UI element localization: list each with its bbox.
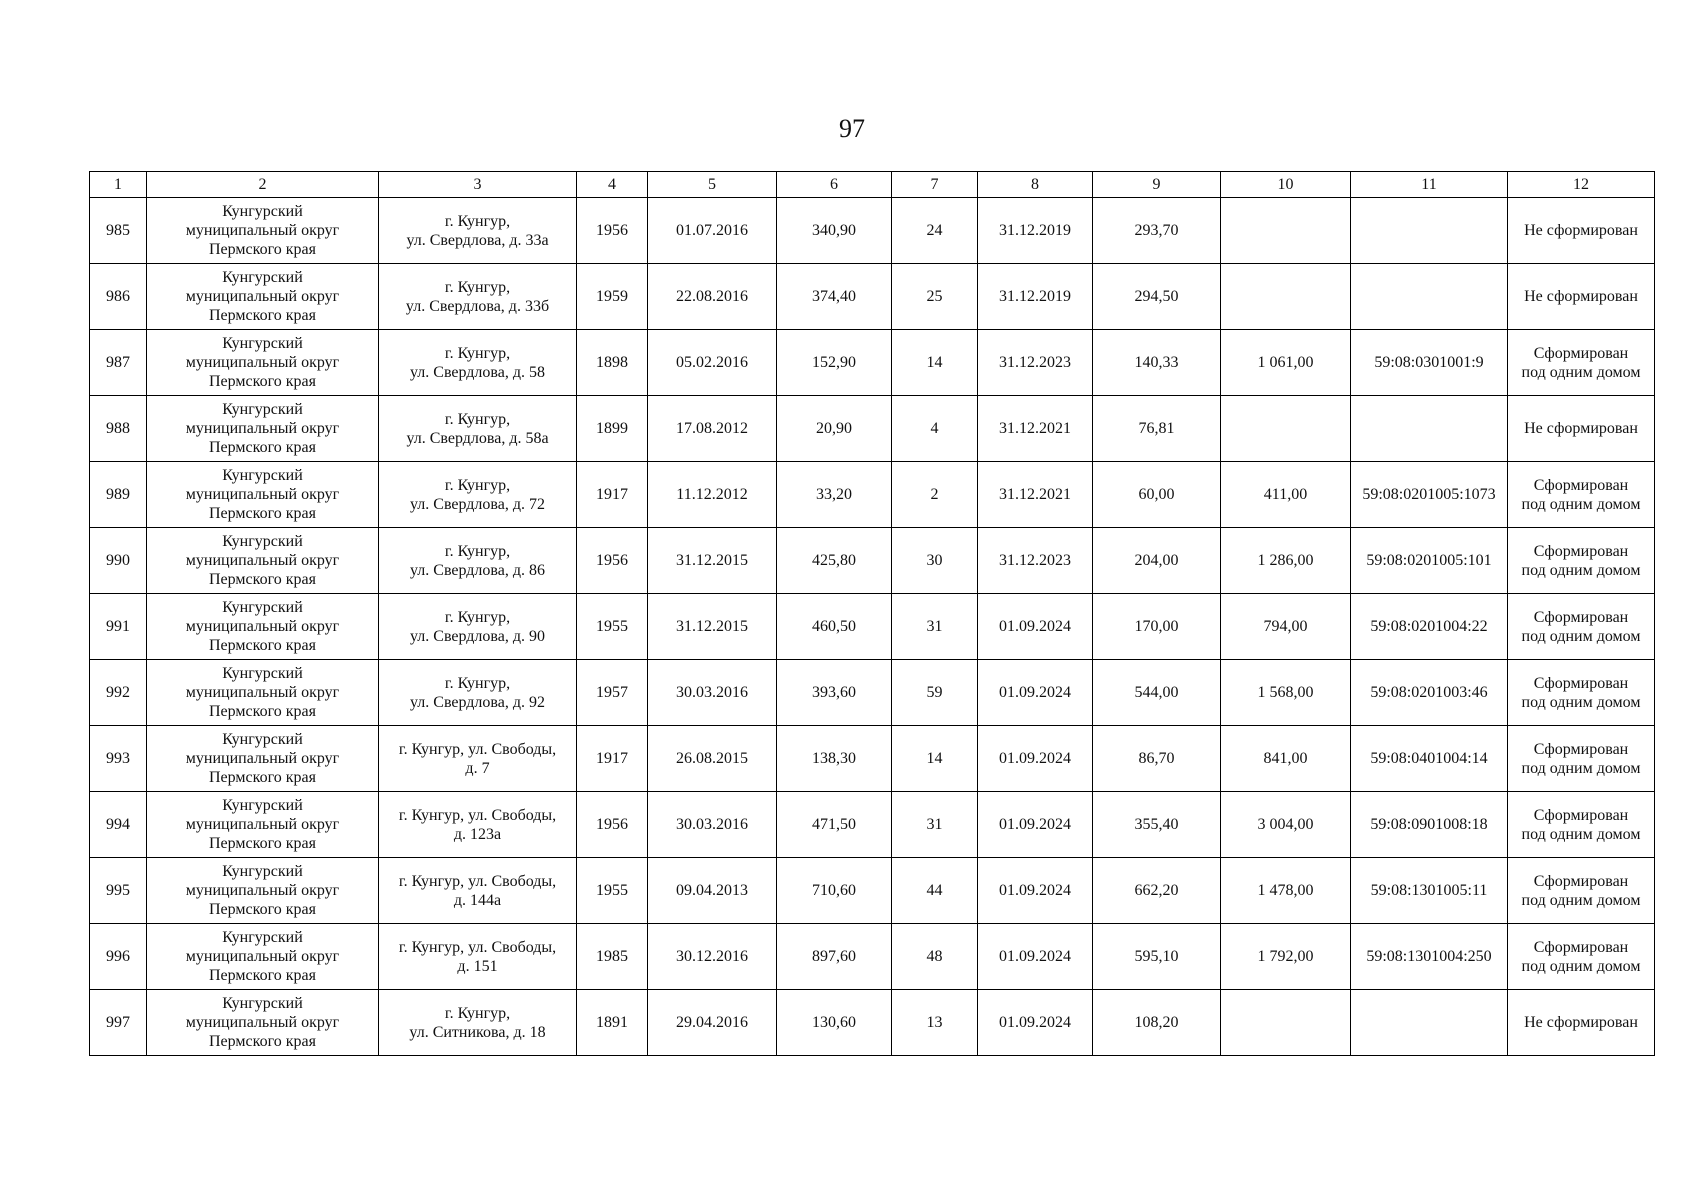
living-area-cell: 204,00 bbox=[1093, 528, 1221, 594]
address-line: ул. Свердлова, д. 92 bbox=[409, 693, 545, 711]
cadastral-number-cell: 59:08:1301004:250 bbox=[1351, 924, 1508, 990]
column-header: 1 bbox=[90, 172, 147, 198]
municipality-cell bbox=[147, 330, 379, 396]
construction-year-cell: 1957 bbox=[577, 660, 648, 726]
living-area-cell: 60,00 bbox=[1093, 462, 1221, 528]
land-status-line: Сформирован bbox=[1533, 806, 1629, 824]
recognition-date-cell: 22.08.2016 bbox=[648, 264, 777, 330]
land-area-cell: 1 478,00 bbox=[1221, 858, 1351, 924]
recognition-date-cell: 26.08.2015 bbox=[648, 726, 777, 792]
table-row bbox=[90, 924, 1655, 990]
cadastral-number-cell: 59:08:1301005:11 bbox=[1351, 858, 1508, 924]
living-area-cell: 595,10 bbox=[1093, 924, 1221, 990]
table-row bbox=[90, 594, 1655, 660]
column-header: 12 bbox=[1508, 172, 1655, 198]
land-status-line: под одним домом bbox=[1521, 561, 1641, 579]
residents-cell: 31 bbox=[892, 792, 978, 858]
cadastral-number-cell: 59:08:0201005:101 bbox=[1351, 528, 1508, 594]
municipality-line: Пермского края bbox=[209, 373, 316, 390]
municipality-cell bbox=[147, 528, 379, 594]
construction-year-cell: 1956 bbox=[577, 528, 648, 594]
area-cell: 130,60 bbox=[777, 990, 892, 1056]
construction-year-cell: 1917 bbox=[577, 726, 648, 792]
table-row bbox=[90, 858, 1655, 924]
residents-cell: 4 bbox=[892, 396, 978, 462]
land-status-cell bbox=[1508, 528, 1655, 594]
municipality-line: муниципальный округ bbox=[185, 816, 340, 833]
page-number: 97 bbox=[839, 114, 865, 143]
deadline-cell: 01.09.2024 bbox=[978, 990, 1093, 1056]
address-cell bbox=[379, 792, 577, 858]
area-cell: 425,80 bbox=[777, 528, 892, 594]
municipality-line: Кунгурский bbox=[222, 731, 303, 748]
land-area-cell: 794,00 bbox=[1221, 594, 1351, 660]
land-area-cell: 1 568,00 bbox=[1221, 660, 1351, 726]
cadastral-number-cell bbox=[1351, 198, 1508, 264]
address-cell bbox=[379, 990, 577, 1056]
address-cell bbox=[379, 396, 577, 462]
address-line: г. Кунгур, ул. Свободы, bbox=[398, 806, 557, 824]
municipality-line: Кунгурский bbox=[222, 401, 303, 418]
municipality-line: Пермского края bbox=[209, 307, 316, 324]
deadline-cell: 31.12.2021 bbox=[978, 396, 1093, 462]
municipality-cell bbox=[147, 858, 379, 924]
construction-year-cell: 1956 bbox=[577, 792, 648, 858]
recognition-date-cell: 11.12.2012 bbox=[648, 462, 777, 528]
area-cell: 710,60 bbox=[777, 858, 892, 924]
table-body bbox=[90, 198, 1655, 1056]
address-line: г. Кунгур, bbox=[444, 1004, 511, 1022]
column-header: 8 bbox=[978, 172, 1093, 198]
municipality-line: муниципальный округ bbox=[185, 354, 340, 371]
recognition-date-cell: 09.04.2013 bbox=[648, 858, 777, 924]
residents-cell: 44 bbox=[892, 858, 978, 924]
recognition-date-cell: 31.12.2015 bbox=[648, 528, 777, 594]
municipality-line: муниципальный округ bbox=[185, 618, 340, 635]
area-cell: 374,40 bbox=[777, 264, 892, 330]
cadastral-number-cell bbox=[1351, 264, 1508, 330]
land-status-cell bbox=[1508, 726, 1655, 792]
construction-year-cell: 1898 bbox=[577, 330, 648, 396]
address-line: д. 123а bbox=[453, 825, 502, 843]
area-cell: 152,90 bbox=[777, 330, 892, 396]
municipality-cell bbox=[147, 594, 379, 660]
land-area-cell bbox=[1221, 264, 1351, 330]
living-area-cell: 140,33 bbox=[1093, 330, 1221, 396]
area-cell: 20,90 bbox=[777, 396, 892, 462]
table-row bbox=[90, 396, 1655, 462]
address-line: г. Кунгур, bbox=[444, 542, 511, 560]
land-status-line: Не сформирован bbox=[1524, 1014, 1638, 1031]
row-number-cell: 995 bbox=[90, 858, 147, 924]
municipality-cell bbox=[147, 990, 379, 1056]
municipality-line: Кунгурский bbox=[222, 467, 303, 484]
address-cell bbox=[379, 660, 577, 726]
municipality-line: Пермского края bbox=[209, 835, 316, 852]
land-status-line: Сформирован bbox=[1533, 674, 1629, 692]
municipality-line: муниципальный округ bbox=[185, 222, 340, 239]
living-area-cell: 294,50 bbox=[1093, 264, 1221, 330]
address-cell bbox=[379, 858, 577, 924]
land-status-cell bbox=[1508, 264, 1655, 330]
land-status-line: под одним домом bbox=[1521, 957, 1641, 975]
municipality-line: Кунгурский bbox=[222, 269, 303, 286]
deadline-cell: 01.09.2024 bbox=[978, 924, 1093, 990]
address-line: г. Кунгур, ул. Свободы, bbox=[398, 938, 557, 956]
land-status-cell bbox=[1508, 594, 1655, 660]
residents-cell: 48 bbox=[892, 924, 978, 990]
municipality-line: Кунгурский bbox=[222, 797, 303, 814]
registry-table bbox=[89, 171, 1655, 1056]
address-cell bbox=[379, 264, 577, 330]
municipality-line: муниципальный округ bbox=[185, 1014, 340, 1031]
deadline-cell: 31.12.2021 bbox=[978, 462, 1093, 528]
address-cell bbox=[379, 198, 577, 264]
residents-cell: 14 bbox=[892, 330, 978, 396]
area-cell: 393,60 bbox=[777, 660, 892, 726]
cadastral-number-cell: 59:08:0301001:9 bbox=[1351, 330, 1508, 396]
construction-year-cell: 1955 bbox=[577, 594, 648, 660]
row-number-cell: 987 bbox=[90, 330, 147, 396]
row-number-cell: 985 bbox=[90, 198, 147, 264]
recognition-date-cell: 30.03.2016 bbox=[648, 792, 777, 858]
address-line: ул. Ситникова, д. 18 bbox=[409, 1023, 546, 1041]
land-status-line: Сформирован bbox=[1533, 476, 1629, 494]
land-status-line: Сформирован bbox=[1533, 938, 1629, 956]
land-status-cell bbox=[1508, 330, 1655, 396]
address-cell bbox=[379, 462, 577, 528]
municipality-line: муниципальный округ bbox=[185, 750, 340, 767]
address-line: г. Кунгур, bbox=[444, 674, 511, 692]
cadastral-number-cell bbox=[1351, 396, 1508, 462]
recognition-date-cell: 31.12.2015 bbox=[648, 594, 777, 660]
deadline-cell: 31.12.2023 bbox=[978, 528, 1093, 594]
address-line: ул. Свердлова, д. 33а bbox=[406, 231, 549, 249]
table-row bbox=[90, 528, 1655, 594]
land-status-line: под одним домом bbox=[1521, 495, 1641, 513]
land-status-cell bbox=[1508, 396, 1655, 462]
municipality-cell bbox=[147, 462, 379, 528]
table-row bbox=[90, 792, 1655, 858]
land-status-cell bbox=[1508, 858, 1655, 924]
municipality-line: Пермского края bbox=[209, 1033, 316, 1050]
address-line: д. 144а bbox=[453, 891, 502, 909]
land-status-line: под одним домом bbox=[1521, 363, 1641, 381]
row-number-cell: 991 bbox=[90, 594, 147, 660]
living-area-cell: 108,20 bbox=[1093, 990, 1221, 1056]
municipality-line: Пермского края bbox=[209, 439, 316, 456]
row-number-cell: 989 bbox=[90, 462, 147, 528]
column-header: 9 bbox=[1093, 172, 1221, 198]
row-number-cell: 993 bbox=[90, 726, 147, 792]
address-line: ул. Свердлова, д. 33б bbox=[405, 297, 550, 315]
land-status-line: Сформирован bbox=[1533, 542, 1629, 560]
living-area-cell: 86,70 bbox=[1093, 726, 1221, 792]
land-status-line: Не сформирован bbox=[1524, 222, 1638, 239]
recognition-date-cell: 30.03.2016 bbox=[648, 660, 777, 726]
table-row bbox=[90, 660, 1655, 726]
land-status-line: под одним домом bbox=[1521, 759, 1641, 777]
municipality-line: Пермского края bbox=[209, 967, 316, 984]
construction-year-cell: 1955 bbox=[577, 858, 648, 924]
land-area-cell bbox=[1221, 990, 1351, 1056]
municipality-line: Пермского края bbox=[209, 703, 316, 720]
deadline-cell: 01.09.2024 bbox=[978, 726, 1093, 792]
land-status-line: Сформирован bbox=[1533, 344, 1629, 362]
column-header: 10 bbox=[1221, 172, 1351, 198]
address-line: г. Кунгур, bbox=[444, 410, 511, 428]
land-status-line: Не сформирован bbox=[1524, 420, 1638, 437]
row-number-cell: 994 bbox=[90, 792, 147, 858]
municipality-line: Кунгурский bbox=[222, 203, 303, 220]
address-line: ул. Свердлова, д. 90 bbox=[409, 627, 545, 645]
address-cell bbox=[379, 330, 577, 396]
header-row bbox=[90, 172, 1655, 198]
cadastral-number-cell: 59:08:0201004:22 bbox=[1351, 594, 1508, 660]
land-status-cell bbox=[1508, 924, 1655, 990]
address-cell bbox=[379, 726, 577, 792]
residents-cell: 24 bbox=[892, 198, 978, 264]
row-number-cell: 988 bbox=[90, 396, 147, 462]
residents-cell: 13 bbox=[892, 990, 978, 1056]
land-status-cell bbox=[1508, 990, 1655, 1056]
address-line: г. Кунгур, bbox=[444, 344, 511, 362]
column-header: 11 bbox=[1351, 172, 1508, 198]
living-area-cell: 293,70 bbox=[1093, 198, 1221, 264]
municipality-line: муниципальный округ bbox=[185, 420, 340, 437]
cadastral-number-cell: 59:08:0201003:46 bbox=[1351, 660, 1508, 726]
area-cell: 471,50 bbox=[777, 792, 892, 858]
address-cell bbox=[379, 594, 577, 660]
municipality-line: Кунгурский bbox=[222, 533, 303, 550]
municipality-line: Кунгурский bbox=[222, 335, 303, 352]
row-number-cell: 996 bbox=[90, 924, 147, 990]
address-line: г. Кунгур, ул. Свободы, bbox=[398, 740, 557, 758]
address-line: д. 7 bbox=[465, 759, 490, 777]
area-cell: 897,60 bbox=[777, 924, 892, 990]
land-area-cell bbox=[1221, 396, 1351, 462]
construction-year-cell: 1917 bbox=[577, 462, 648, 528]
municipality-line: Пермского края bbox=[209, 571, 316, 588]
address-line: г. Кунгур, bbox=[444, 476, 511, 494]
municipality-line: муниципальный округ bbox=[185, 948, 340, 965]
municipality-line: Кунгурский bbox=[222, 929, 303, 946]
table-row bbox=[90, 726, 1655, 792]
recognition-date-cell: 29.04.2016 bbox=[648, 990, 777, 1056]
table-row bbox=[90, 330, 1655, 396]
residents-cell: 31 bbox=[892, 594, 978, 660]
column-header: 2 bbox=[147, 172, 379, 198]
living-area-cell: 170,00 bbox=[1093, 594, 1221, 660]
land-area-cell bbox=[1221, 198, 1351, 264]
land-status-line: Сформирован bbox=[1533, 608, 1629, 626]
residents-cell: 59 bbox=[892, 660, 978, 726]
cadastral-number-cell: 59:08:0901008:18 bbox=[1351, 792, 1508, 858]
deadline-cell: 31.12.2019 bbox=[978, 264, 1093, 330]
construction-year-cell: 1899 bbox=[577, 396, 648, 462]
table-row bbox=[90, 198, 1655, 264]
deadline-cell: 01.09.2024 bbox=[978, 858, 1093, 924]
land-status-line: под одним домом bbox=[1521, 627, 1641, 645]
municipality-cell bbox=[147, 264, 379, 330]
land-status-cell bbox=[1508, 792, 1655, 858]
address-line: д. 151 bbox=[457, 957, 498, 975]
recognition-date-cell: 17.08.2012 bbox=[648, 396, 777, 462]
residents-cell: 30 bbox=[892, 528, 978, 594]
municipality-line: Пермского края bbox=[209, 241, 316, 258]
row-number-cell: 990 bbox=[90, 528, 147, 594]
column-header: 5 bbox=[648, 172, 777, 198]
land-status-line: Сформирован bbox=[1533, 740, 1629, 758]
table-row bbox=[90, 264, 1655, 330]
residents-cell: 2 bbox=[892, 462, 978, 528]
municipality-cell bbox=[147, 924, 379, 990]
municipality-line: муниципальный округ bbox=[185, 486, 340, 503]
land-area-cell: 841,00 bbox=[1221, 726, 1351, 792]
recognition-date-cell: 01.07.2016 bbox=[648, 198, 777, 264]
row-number-cell: 997 bbox=[90, 990, 147, 1056]
municipality-line: Кунгурский bbox=[222, 665, 303, 682]
address-line: г. Кунгур, bbox=[444, 212, 511, 230]
area-cell: 340,90 bbox=[777, 198, 892, 264]
recognition-date-cell: 30.12.2016 bbox=[648, 924, 777, 990]
address-line: г. Кунгур, bbox=[444, 608, 511, 626]
land-area-cell: 1 061,00 bbox=[1221, 330, 1351, 396]
land-status-line: Не сформирован bbox=[1524, 288, 1638, 305]
address-line: ул. Свердлова, д. 86 bbox=[409, 561, 545, 579]
row-number-cell: 986 bbox=[90, 264, 147, 330]
area-cell: 33,20 bbox=[777, 462, 892, 528]
address-line: ул. Свердлова, д. 58 bbox=[409, 363, 545, 381]
living-area-cell: 355,40 bbox=[1093, 792, 1221, 858]
address-cell bbox=[379, 924, 577, 990]
deadline-cell: 01.09.2024 bbox=[978, 792, 1093, 858]
column-header: 3 bbox=[379, 172, 577, 198]
municipality-cell bbox=[147, 198, 379, 264]
land-area-cell: 1 286,00 bbox=[1221, 528, 1351, 594]
municipality-line: Пермского края bbox=[209, 769, 316, 786]
municipality-cell bbox=[147, 396, 379, 462]
deadline-cell: 01.09.2024 bbox=[978, 660, 1093, 726]
land-area-cell: 3 004,00 bbox=[1221, 792, 1351, 858]
municipality-cell bbox=[147, 726, 379, 792]
construction-year-cell: 1956 bbox=[577, 198, 648, 264]
municipality-line: Пермского края bbox=[209, 505, 316, 522]
address-line: ул. Свердлова, д. 58а bbox=[406, 429, 549, 447]
address-line: г. Кунгур, ул. Свободы, bbox=[398, 872, 557, 890]
deadline-cell: 31.12.2023 bbox=[978, 330, 1093, 396]
residents-cell: 14 bbox=[892, 726, 978, 792]
construction-year-cell: 1985 bbox=[577, 924, 648, 990]
residents-cell: 25 bbox=[892, 264, 978, 330]
municipality-line: муниципальный округ bbox=[185, 288, 340, 305]
land-area-cell: 411,00 bbox=[1221, 462, 1351, 528]
municipality-line: Кунгурский bbox=[222, 995, 303, 1012]
municipality-line: муниципальный округ bbox=[185, 552, 340, 569]
address-line: г. Кунгур, bbox=[444, 278, 511, 296]
cadastral-number-cell: 59:08:0401004:14 bbox=[1351, 726, 1508, 792]
municipality-line: Кунгурский bbox=[222, 863, 303, 880]
cadastral-number-cell: 59:08:0201005:1073 bbox=[1351, 462, 1508, 528]
land-status-line: под одним домом bbox=[1521, 825, 1641, 843]
area-cell: 460,50 bbox=[777, 594, 892, 660]
area-cell: 138,30 bbox=[777, 726, 892, 792]
municipality-line: муниципальный округ bbox=[185, 882, 340, 899]
land-area-cell: 1 792,00 bbox=[1221, 924, 1351, 990]
land-status-line: под одним домом bbox=[1521, 693, 1641, 711]
column-header: 4 bbox=[577, 172, 648, 198]
land-status-cell bbox=[1508, 462, 1655, 528]
deadline-cell: 31.12.2019 bbox=[978, 198, 1093, 264]
land-status-line: Сформирован bbox=[1533, 872, 1629, 890]
municipality-line: муниципальный округ bbox=[185, 684, 340, 701]
address-line: ул. Свердлова, д. 72 bbox=[409, 495, 545, 513]
municipality-line: Пермского края bbox=[209, 637, 316, 654]
municipality-line: Кунгурский bbox=[222, 599, 303, 616]
living-area-cell: 662,20 bbox=[1093, 858, 1221, 924]
recognition-date-cell: 05.02.2016 bbox=[648, 330, 777, 396]
land-status-line: под одним домом bbox=[1521, 891, 1641, 909]
column-header: 7 bbox=[892, 172, 978, 198]
deadline-cell: 01.09.2024 bbox=[978, 594, 1093, 660]
municipality-line: Пермского края bbox=[209, 901, 316, 918]
land-status-cell bbox=[1508, 660, 1655, 726]
column-header: 6 bbox=[777, 172, 892, 198]
construction-year-cell: 1959 bbox=[577, 264, 648, 330]
municipality-cell bbox=[147, 792, 379, 858]
living-area-cell: 76,81 bbox=[1093, 396, 1221, 462]
construction-year-cell: 1891 bbox=[577, 990, 648, 1056]
table-row bbox=[90, 990, 1655, 1056]
cadastral-number-cell bbox=[1351, 990, 1508, 1056]
living-area-cell: 544,00 bbox=[1093, 660, 1221, 726]
municipality-cell bbox=[147, 660, 379, 726]
table-row bbox=[90, 462, 1655, 528]
land-status-cell bbox=[1508, 198, 1655, 264]
address-cell bbox=[379, 528, 577, 594]
table-header bbox=[90, 172, 1655, 198]
row-number-cell: 992 bbox=[90, 660, 147, 726]
